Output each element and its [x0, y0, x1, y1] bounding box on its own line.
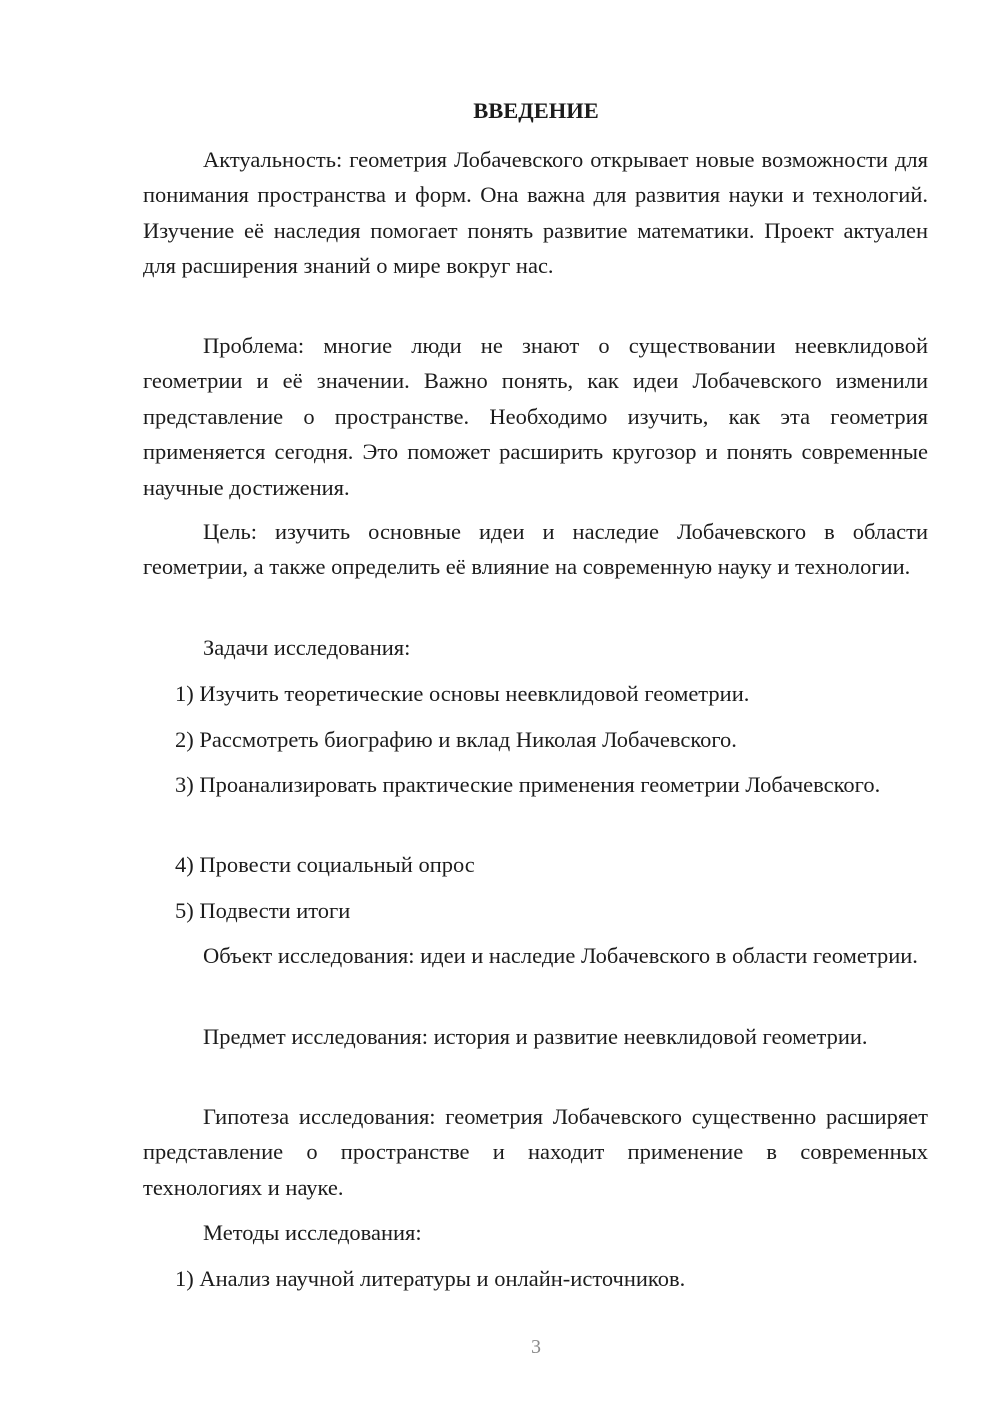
subject-paragraph: Предмет исследования: история и развитие неевклидовой геометрии.: [203, 1024, 868, 1049]
relevance-paragraph: Актуальность: геометрия Лобачевского открывает новые возможности для понимания пространства и форм. Она важна для развития науки и технологий. Изучение её наследия помогает понять развитие математики. Проект актуален для расширения знаний о мире вокруг нас.: [143, 147, 928, 279]
page-title: ВВЕДЕНИЕ: [473, 98, 599, 123]
hypothesis-paragraph: Гипотеза исследования: геометрия Лобачевского существенно расширяет представление о пространстве и находит применение в современных технологиях и науке.: [143, 1104, 928, 1200]
task-item-2: 2) Рассмотреть биографию и вклад Николая Лобачевского.: [175, 727, 737, 752]
page-number: 3: [531, 1336, 541, 1358]
methods-heading: Методы исследования:: [203, 1220, 422, 1245]
task-item-4: 4) Провести социальный опрос: [175, 852, 475, 877]
task-item-1: 1) Изучить теоретические основы неевклидовой геометрии.: [175, 681, 750, 706]
task-item-5: 5) Подвести итоги: [175, 898, 351, 923]
method-item-1: 1) Анализ научной литературы и онлайн-источников.: [175, 1266, 686, 1291]
goal-paragraph: Цель: изучить основные идеи и наследие Лобачевского в области геометрии, а также определить её влияние на современную науку и технологии.: [143, 519, 928, 580]
problem-paragraph: Проблема: многие люди не знают о существовании неевклидовой геометрии и её значении. Важно понять, как идеи Лобачевского изменили представление о пространстве. Необходимо изучить, как эта геометрия применяется сегодня. Это поможет расширить кругозор и понять современные научные достижения.: [143, 333, 928, 500]
object-paragraph: Объект исследования: идеи и наследие Лобачевского в области геометрии.: [203, 943, 918, 968]
task-item-3: 3) Проанализировать практические применения геометрии Лобачевского.: [175, 772, 881, 797]
tasks-heading: Задачи исследования:: [203, 635, 411, 660]
